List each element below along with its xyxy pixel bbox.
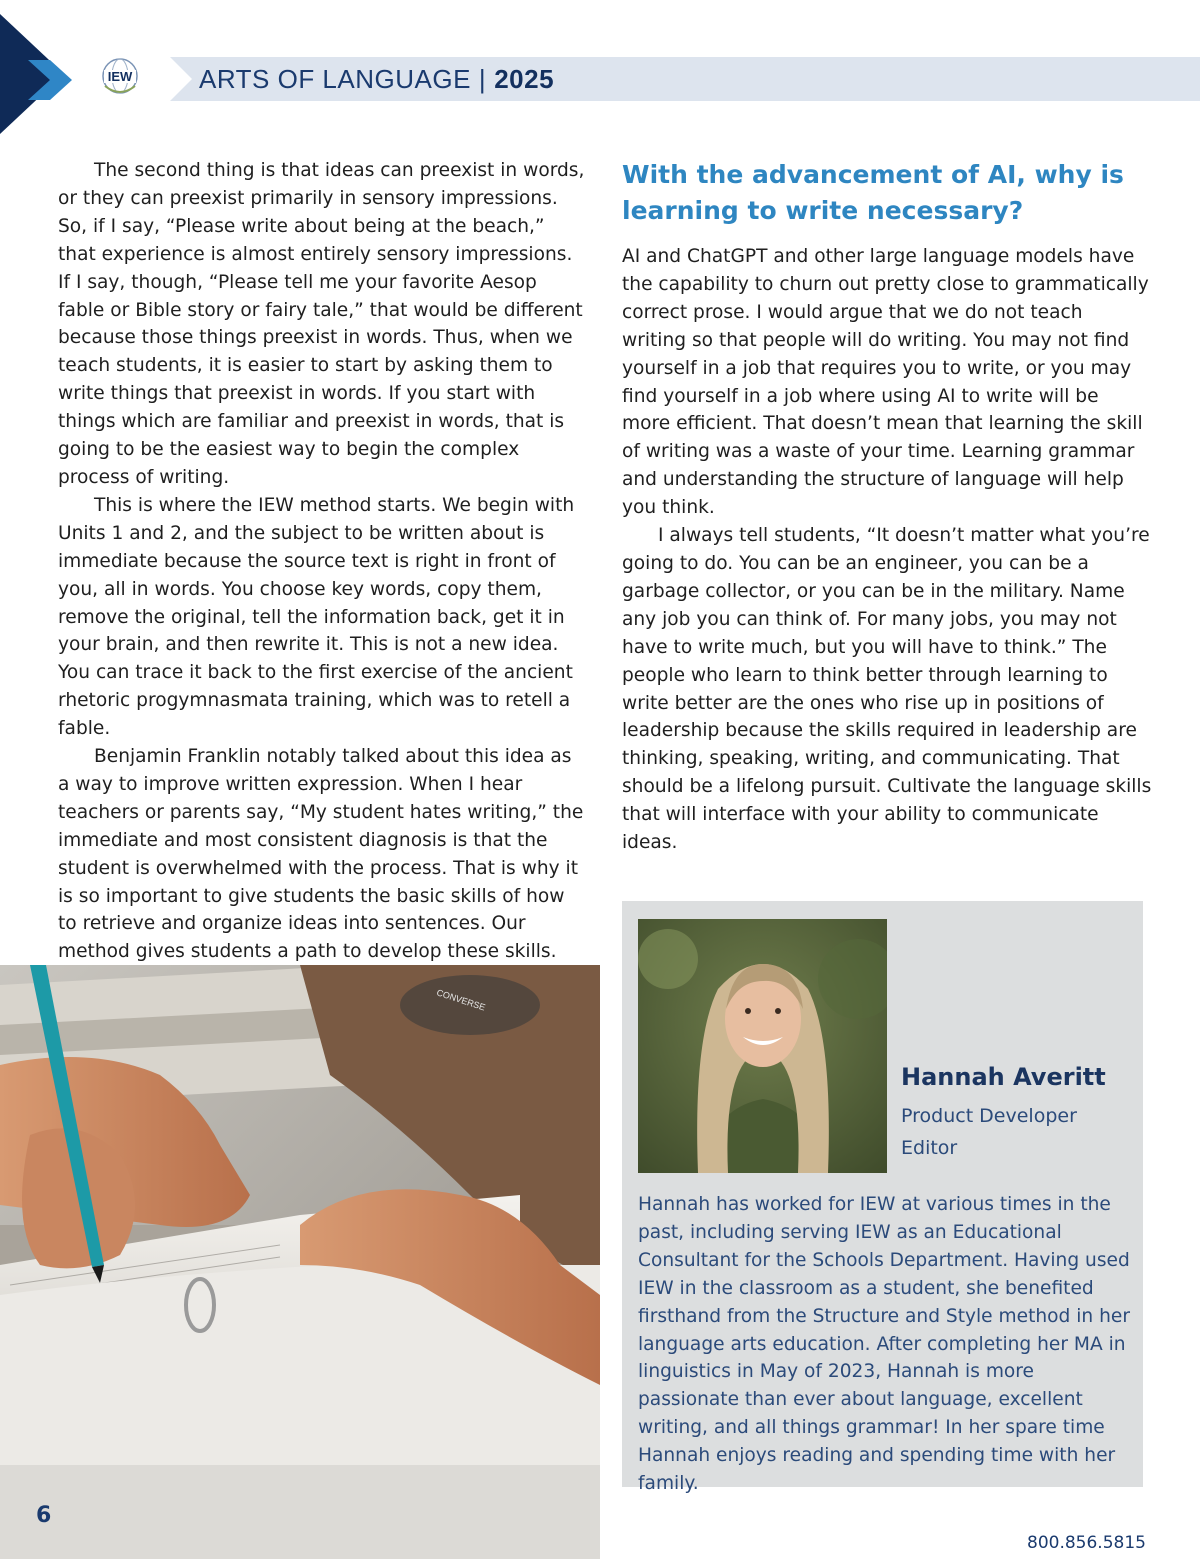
section-heading: With the advancement of AI, why is learning to write necessary? xyxy=(622,160,1124,225)
paragraph: AI and ChatGPT and other large language models have the capability to churn out pretty close to grammatically correct prose. I would argue that we do not teach writing so that people will do writing. You may not find yourself in a job that requires you to write, or you may find yourself in a job where using AI to write will be more efficient. That doesn’t mean that learning the skill of writing was a waste of your time. Learning grammar and understanding the structure of language will help you think. xyxy=(622,246,1149,519)
logo-text: IEW xyxy=(107,69,133,84)
phone-number: 800.856.5815 xyxy=(1027,1533,1146,1553)
author-role: Editor xyxy=(901,1137,958,1159)
header-title xyxy=(199,62,554,96)
publication-name: ARTS OF LANGUAGE xyxy=(199,64,471,94)
author-portrait xyxy=(638,919,887,1173)
paragraph: The second thing is that ideas can preexist in words, or they can preexist primarily in sensory impressions. So, if I say, “Please write about being at the beach,” that experience is almost entirely sensory impressions. If I say, though, “Please tell me your favorite Aesop fable or Bible story or fairy tale,” that would be different because those things preexist in words. Thus, when we teach students, it is easier to start by asking them to write things that preexist in words. If you start with things which are familiar and preexist in words, that is going to be the easiest way to begin the complex process of writing. xyxy=(58,160,585,488)
iew-logo xyxy=(96,52,144,100)
header-bar-notch xyxy=(160,57,204,101)
author-bio-text: Hannah has worked for IEW at various times in the past, including serving IEW as an Educational Consultant for the Schools Department. Having used IEW in the classroom as a student, she benefited firsthand from the Structure and Style method in her language arts education. After completing her MA in linguistics in May of 2023, Hannah is more passionate than ever about language, excellent writing, and all things grammar! In her spare time Hannah enjoys reading and spending time with her family. xyxy=(638,1194,1130,1495)
left-column xyxy=(58,157,588,966)
glasses-brand-text: CONVERSE xyxy=(435,987,487,1013)
paragraph: Benjamin Franklin notably talked about this idea as a way to improve written expression. When I hear teachers or parents say, “My student hates writing,” the immediate and most consistent diagnosis is that the student is overwhelmed with the process. That is why it is so important to give students the basic skills of how to retrieve and organize ideas into sentences. Our method gives students a path to develop these skills. xyxy=(58,746,584,963)
publication-year: 2025 xyxy=(494,64,555,94)
right-column xyxy=(622,243,1152,857)
paragraph: This is where the IEW method starts. We begin with Units 1 and 2, and the subject to be written about is immediate because the source text is right in front of you, all in words. You choose key words, copy them, remove the original, tell the information back, get it in your brain, and then rewrite it. This is not a new idea. You can trace it back to the first exercise of the ancient rhetoric progymnasmata training, which was to retell a fable. xyxy=(58,494,575,740)
page-number: 6 xyxy=(36,1503,52,1528)
title-separator: | xyxy=(478,64,487,94)
student-writing-photo xyxy=(0,965,600,1559)
paragraph: I always tell students, “It doesn’t matter what you’re going to do. You can be an engineer, you can be a garbage collector, or you can be in the military. Name any job you can think of. For many jobs, you may not have to write much, but you will have to think.” The people who learn to think better through learning to write better are the ones who rise up in positions of leadership because the skills required in leadership are thinking, speaking, writing, and communicating. That should be a lifelong pursuit. Cultivate the language skills that will interface with your ability to communicate ideas. xyxy=(622,525,1152,854)
author-roles xyxy=(901,1100,1077,1164)
author-role: Product Developer xyxy=(901,1105,1077,1127)
author-name: Hannah Averitt xyxy=(901,1063,1106,1091)
